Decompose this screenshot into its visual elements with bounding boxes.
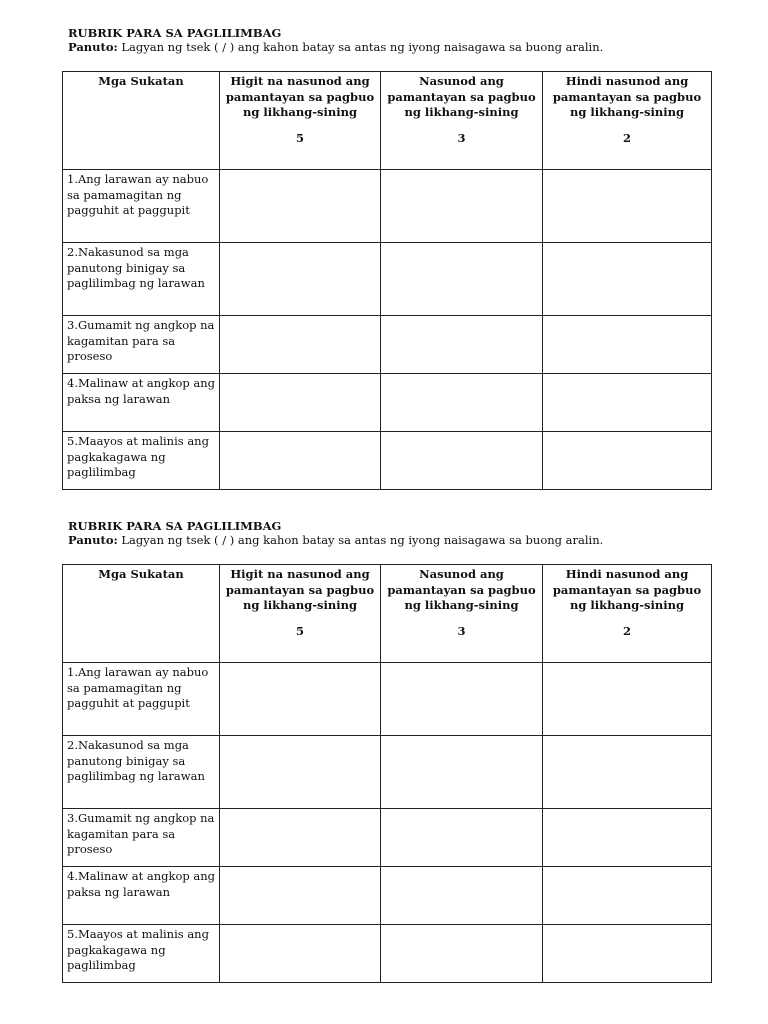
table-header-row: [63, 565, 712, 663]
table-row: [63, 736, 712, 809]
table-row: [63, 316, 712, 374]
checkbox-cell-2[interactable]: [543, 867, 712, 925]
header-level-3: [381, 72, 543, 170]
criterion-cell: 2.Nakasunod sa mga panutong binigay sa paglilimbag ng larawan: [63, 243, 220, 316]
level-score: 5: [295, 130, 304, 145]
level-label: Hindi nasunod ang pamantayan sa pagbuo ng likhang-sining: [552, 567, 702, 612]
header-level-5: [220, 565, 381, 663]
header-criteria: Mga Sukatan: [63, 565, 220, 663]
level-score: 3: [457, 623, 466, 638]
instruction-label: Panuto:: [68, 533, 118, 547]
checkbox-cell-5[interactable]: [220, 170, 381, 243]
checkbox-cell-2[interactable]: [543, 316, 712, 374]
checkbox-cell-3[interactable]: [381, 432, 543, 490]
checkbox-cell-5[interactable]: [220, 736, 381, 809]
criterion-cell: 2.Nakasunod sa mga panutong binigay sa paglilimbag ng larawan: [63, 736, 220, 809]
checkbox-cell-2[interactable]: [543, 170, 712, 243]
checkbox-cell-5[interactable]: [220, 316, 381, 374]
criterion-cell: 5.Maayos at malinis ang pagkakagawa ng paglilimbag: [63, 925, 220, 983]
instruction-label: Panuto:: [68, 40, 118, 54]
level-score: 5: [295, 623, 304, 638]
rubric-table: [62, 564, 712, 983]
header-criteria: Mga Sukatan: [63, 72, 220, 170]
checkbox-cell-2[interactable]: [543, 925, 712, 983]
checkbox-cell-5[interactable]: [220, 809, 381, 867]
checkbox-cell-3[interactable]: [381, 243, 543, 316]
checkbox-cell-5[interactable]: [220, 243, 381, 316]
level-score: 3: [457, 130, 466, 145]
rubric-instruction: [68, 40, 712, 55]
level-label: Higit na nasunod ang pamantayan sa pagbuo ng likhang-sining: [225, 74, 375, 119]
checkbox-cell-2[interactable]: [543, 809, 712, 867]
criterion-cell: 3.Gumamit ng angkop na kagamitan para sa proseso: [63, 809, 220, 867]
table-row: [63, 432, 712, 490]
checkbox-cell-3[interactable]: [381, 736, 543, 809]
table-row: [63, 374, 712, 432]
level-label: Hindi nasunod ang pamantayan sa pagbuo ng likhang-sining: [552, 74, 702, 119]
header-level-2: [543, 72, 712, 170]
rubric-section-1: [67, 26, 712, 479]
level-score: 2: [622, 623, 631, 638]
rubric-section-2: [67, 519, 712, 972]
checkbox-cell-3[interactable]: [381, 170, 543, 243]
table-row: [63, 809, 712, 867]
checkbox-cell-3[interactable]: [381, 316, 543, 374]
header-level-3: [381, 565, 543, 663]
checkbox-cell-5[interactable]: [220, 925, 381, 983]
checkbox-cell-3[interactable]: [381, 809, 543, 867]
checkbox-cell-2[interactable]: [543, 374, 712, 432]
level-label: Nasunod ang pamantayan sa pagbuo ng likhang-sining: [387, 74, 536, 119]
rubric-instruction: [68, 533, 712, 548]
checkbox-cell-5[interactable]: [220, 663, 381, 736]
checkbox-cell-5[interactable]: [220, 432, 381, 490]
table-row: [63, 243, 712, 316]
rubric-title: RUBRIK PARA SA PAGLILIMBAG: [68, 26, 282, 40]
criterion-cell: 3.Gumamit ng angkop na kagamitan para sa proseso: [63, 316, 220, 374]
instruction-text: Lagyan ng tsek ( / ) ang kahon batay sa antas ng iyong naisagawa sa buong aralin.: [117, 40, 604, 54]
header-level-2: [543, 565, 712, 663]
level-score: 2: [622, 130, 631, 145]
table-row: [63, 170, 712, 243]
rubric-title: RUBRIK PARA SA PAGLILIMBAG: [68, 519, 282, 533]
table-row: [63, 867, 712, 925]
rubric-table: [62, 71, 712, 490]
table-row: [63, 663, 712, 736]
checkbox-cell-3[interactable]: [381, 867, 543, 925]
checkbox-cell-2[interactable]: [543, 663, 712, 736]
checkbox-cell-3[interactable]: [381, 925, 543, 983]
criterion-cell: 4.Malinaw at angkop ang paksa ng larawan: [63, 374, 220, 432]
criterion-cell: 5.Maayos at malinis ang pagkakagawa ng paglilimbag: [63, 432, 220, 490]
criterion-cell: 4.Malinaw at angkop ang paksa ng larawan: [63, 867, 220, 925]
checkbox-cell-5[interactable]: [220, 374, 381, 432]
criterion-cell: 1.Ang larawan ay nabuo sa pamamagitan ng pagguhit at paggupit: [63, 170, 220, 243]
checkbox-cell-2[interactable]: [543, 736, 712, 809]
checkbox-cell-2[interactable]: [543, 243, 712, 316]
level-label: Higit na nasunod ang pamantayan sa pagbuo ng likhang-sining: [225, 567, 375, 612]
criterion-cell: 1.Ang larawan ay nabuo sa pamamagitan ng pagguhit at paggupit: [63, 663, 220, 736]
table-header-row: [63, 72, 712, 170]
instruction-text: Lagyan ng tsek ( / ) ang kahon batay sa antas ng iyong naisagawa sa buong aralin.: [117, 533, 604, 547]
checkbox-cell-3[interactable]: [381, 663, 543, 736]
checkbox-cell-2[interactable]: [543, 432, 712, 490]
table-row: [63, 925, 712, 983]
checkbox-cell-5[interactable]: [220, 867, 381, 925]
level-label: Nasunod ang pamantayan sa pagbuo ng likhang-sining: [387, 567, 536, 612]
checkbox-cell-3[interactable]: [381, 374, 543, 432]
header-level-5: [220, 72, 381, 170]
